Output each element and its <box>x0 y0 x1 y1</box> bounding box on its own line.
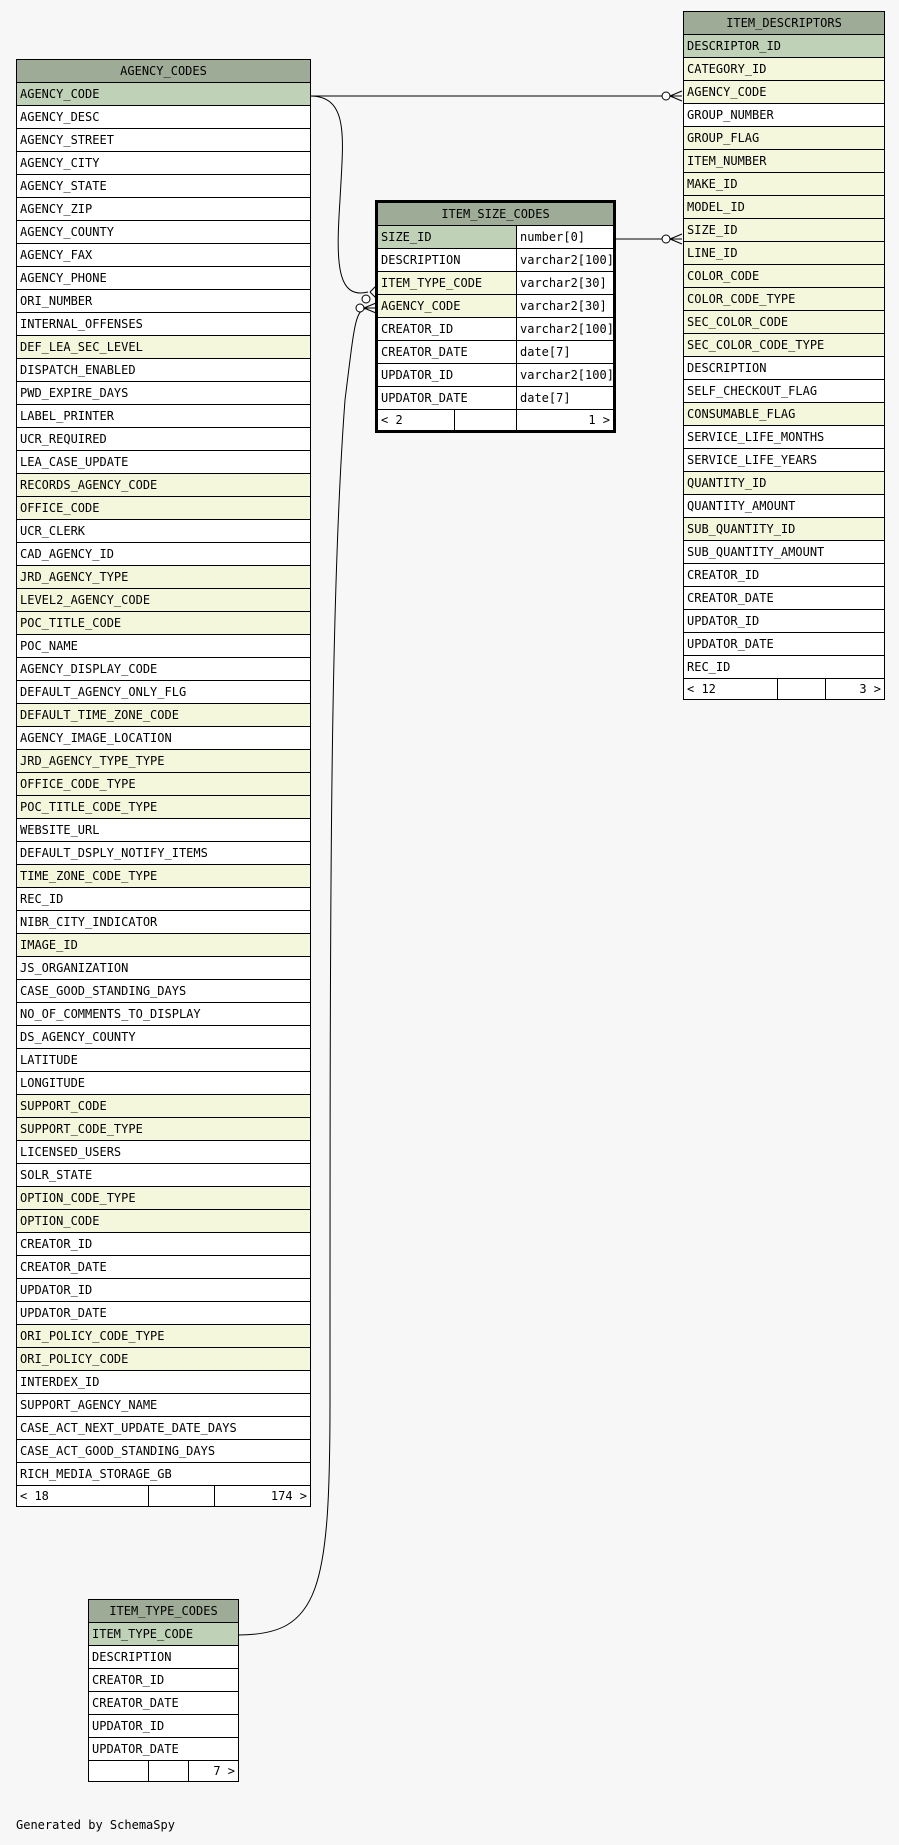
column-row[interactable] <box>17 106 311 129</box>
relation-crowsfoot-marker <box>670 234 682 244</box>
column-name: OPTION_CODE_TYPE <box>17 1187 311 1210</box>
column-name: RICH_MEDIA_STORAGE_GB <box>17 1463 311 1486</box>
column-name: CREATOR_DATE <box>17 1256 311 1279</box>
column-name: SUPPORT_CODE <box>17 1095 311 1118</box>
relation-optional-marker <box>356 304 364 312</box>
column-name: AGENCY_CITY <box>17 152 311 175</box>
column-name: POC_TITLE_CODE <box>17 612 311 635</box>
column-name: CREATOR_ID <box>377 318 517 341</box>
parents-count-link[interactable] <box>89 1761 149 1782</box>
column-name: QUANTITY_AMOUNT <box>684 495 885 518</box>
relation-optional-marker <box>662 92 670 100</box>
footer-spacer <box>149 1486 215 1507</box>
column-name: SUPPORT_AGENCY_NAME <box>17 1394 311 1417</box>
column-row[interactable] <box>377 295 615 318</box>
table-header-row <box>17 60 311 83</box>
column-name: LINE_ID <box>684 242 885 265</box>
column-type: date[7] <box>517 387 615 410</box>
column-type: number[0] <box>517 226 615 249</box>
column-row[interactable] <box>89 1646 239 1669</box>
column-row[interactable] <box>17 1072 311 1095</box>
column-name: CREATOR_ID <box>89 1669 239 1692</box>
column-name: LEA_CASE_UPDATE <box>17 451 311 474</box>
column-name: DEF_LEA_SEC_LEVEL <box>17 336 311 359</box>
column-name: OFFICE_CODE_TYPE <box>17 773 311 796</box>
column-name: CREATOR_ID <box>684 564 885 587</box>
column-row[interactable] <box>17 1187 311 1210</box>
column-row[interactable] <box>89 1692 239 1715</box>
column-row[interactable] <box>17 405 311 428</box>
column-name: UPDATOR_DATE <box>89 1738 239 1761</box>
column-row[interactable] <box>684 449 885 472</box>
footer-spacer <box>455 410 517 432</box>
relation-crowsfoot-marker <box>670 91 682 101</box>
column-name: UPDATOR_ID <box>17 1279 311 1302</box>
column-name: SOLR_STATE <box>17 1164 311 1187</box>
column-row[interactable] <box>684 173 885 196</box>
column-name: TIME_ZONE_CODE_TYPE <box>17 865 311 888</box>
column-row[interactable] <box>17 934 311 957</box>
column-name: DESCRIPTION <box>89 1646 239 1669</box>
column-row[interactable] <box>17 1302 311 1325</box>
column-row[interactable] <box>17 428 311 451</box>
primary-key-column-name: ITEM_TYPE_CODE <box>89 1623 239 1646</box>
column-row[interactable] <box>17 1279 311 1302</box>
column-name: UPDATOR_ID <box>684 610 885 633</box>
column-row[interactable] <box>17 336 311 359</box>
column-name: AGENCY_CODE <box>684 81 885 104</box>
column-name: DESCRIPTION <box>684 357 885 380</box>
column-row[interactable] <box>17 681 311 704</box>
column-row[interactable] <box>17 911 311 934</box>
column-row[interactable] <box>684 242 885 265</box>
column-row[interactable] <box>17 497 311 520</box>
column-row[interactable] <box>17 175 311 198</box>
column-name: POC_NAME <box>17 635 311 658</box>
column-row[interactable] <box>17 359 311 382</box>
column-row[interactable] <box>17 1348 311 1371</box>
column-row[interactable] <box>17 865 311 888</box>
column-name: ITEM_TYPE_CODE <box>377 272 517 295</box>
column-row[interactable] <box>377 341 615 364</box>
table-footer-row <box>377 410 615 432</box>
column-name: ORI_POLICY_CODE <box>17 1348 311 1371</box>
column-row[interactable] <box>684 288 885 311</box>
column-row[interactable] <box>17 221 311 244</box>
column-name: JRD_AGENCY_TYPE_TYPE <box>17 750 311 773</box>
table-footer-row <box>17 1486 311 1507</box>
column-name: UPDATOR_DATE <box>684 633 885 656</box>
column-type: varchar2[100] <box>517 249 615 272</box>
column-row[interactable] <box>17 1049 311 1072</box>
column-name: SEC_COLOR_CODE <box>684 311 885 334</box>
column-type: varchar2[100] <box>517 364 615 387</box>
column-name: SERVICE_LIFE_YEARS <box>684 449 885 472</box>
column-name: ORI_NUMBER <box>17 290 311 313</box>
column-name: OPTION_CODE <box>17 1210 311 1233</box>
column-row[interactable] <box>17 819 311 842</box>
table-title[interactable]: ITEM_SIZE_CODES <box>377 202 615 226</box>
column-name: REC_ID <box>17 888 311 911</box>
column-name: UPDATOR_ID <box>89 1715 239 1738</box>
column-row[interactable] <box>17 1210 311 1233</box>
column-name: AGENCY_IMAGE_LOCATION <box>17 727 311 750</box>
column-name: DEFAULT_TIME_ZONE_CODE <box>17 704 311 727</box>
column-name: CASE_ACT_GOOD_STANDING_DAYS <box>17 1440 311 1463</box>
column-name: ORI_POLICY_CODE_TYPE <box>17 1325 311 1348</box>
column-name: LEVEL2_AGENCY_CODE <box>17 589 311 612</box>
column-row[interactable] <box>17 313 311 336</box>
column-name: AGENCY_ZIP <box>17 198 311 221</box>
column-name: GROUP_FLAG <box>684 127 885 150</box>
column-name: ITEM_NUMBER <box>684 150 885 173</box>
column-name: AGENCY_PHONE <box>17 267 311 290</box>
column-name: CREATOR_ID <box>17 1233 311 1256</box>
table-title[interactable]: ITEM_DESCRIPTORS <box>684 12 885 35</box>
column-name: COLOR_CODE <box>684 265 885 288</box>
column-name: SIZE_ID <box>684 219 885 242</box>
column-name: AGENCY_STATE <box>17 175 311 198</box>
relation-optional-marker <box>362 295 370 303</box>
column-type: varchar2[30] <box>517 272 615 295</box>
column-name: REC_ID <box>684 656 885 679</box>
column-name: CREATOR_DATE <box>377 341 517 364</box>
column-name: AGENCY_DISPLAY_CODE <box>17 658 311 681</box>
relation-agency-to-item-size <box>310 96 368 293</box>
column-row[interactable] <box>684 58 885 81</box>
column-name: SUPPORT_CODE_TYPE <box>17 1118 311 1141</box>
column-row[interactable] <box>684 127 885 150</box>
column-name: INTERNAL_OFFENSES <box>17 313 311 336</box>
column-row[interactable] <box>17 1371 311 1394</box>
column-row[interactable] <box>17 382 311 405</box>
column-row[interactable] <box>89 1715 239 1738</box>
column-row[interactable] <box>684 541 885 564</box>
column-row[interactable] <box>684 472 885 495</box>
primary-key-column-name: SIZE_ID <box>377 226 517 249</box>
column-row[interactable] <box>17 566 311 589</box>
relation-optional-marker <box>662 235 670 243</box>
column-row[interactable] <box>17 1440 311 1463</box>
column-type: date[7] <box>517 341 615 364</box>
column-name: GROUP_NUMBER <box>684 104 885 127</box>
column-name: CREATOR_DATE <box>684 587 885 610</box>
column-row[interactable] <box>17 1141 311 1164</box>
column-name: AGENCY_CODE <box>377 295 517 318</box>
table-header-row <box>377 202 615 226</box>
column-row[interactable] <box>684 150 885 173</box>
column-name: SELF_CHECKOUT_FLAG <box>684 380 885 403</box>
column-row[interactable] <box>17 1095 311 1118</box>
table-title[interactable]: ITEM_TYPE_CODES <box>89 1600 239 1623</box>
table-item-type-codes[interactable] <box>88 1599 239 1782</box>
column-name: MODEL_ID <box>684 196 885 219</box>
column-row[interactable] <box>684 564 885 587</box>
column-name: SERVICE_LIFE_MONTHS <box>684 426 885 449</box>
column-row[interactable] <box>17 635 311 658</box>
children-count-link[interactable]: 1 > <box>517 410 615 432</box>
column-row[interactable] <box>684 357 885 380</box>
column-row[interactable] <box>684 656 885 679</box>
column-row[interactable] <box>684 219 885 242</box>
column-row[interactable] <box>17 1417 311 1440</box>
column-row[interactable] <box>17 474 311 497</box>
table-footer-row <box>89 1761 239 1782</box>
column-type: varchar2[30] <box>517 295 615 318</box>
column-name: SUB_QUANTITY_ID <box>684 518 885 541</box>
column-row[interactable] <box>684 495 885 518</box>
column-row[interactable] <box>684 587 885 610</box>
table-header-row <box>89 1600 239 1623</box>
column-row[interactable] <box>17 796 311 819</box>
column-row[interactable] <box>89 1623 239 1646</box>
column-row[interactable] <box>17 957 311 980</box>
column-name: COLOR_CODE_TYPE <box>684 288 885 311</box>
column-row[interactable] <box>684 81 885 104</box>
column-name: CONSUMABLE_FLAG <box>684 403 885 426</box>
parents-count-link[interactable]: < 12 <box>684 679 778 700</box>
column-name: UPDATOR_DATE <box>17 1302 311 1325</box>
column-name: CASE_ACT_NEXT_UPDATE_DATE_DAYS <box>17 1417 311 1440</box>
footer-spacer <box>778 679 826 700</box>
column-name: DESCRIPTION <box>377 249 517 272</box>
column-row[interactable] <box>377 318 615 341</box>
table-header-row <box>684 12 885 35</box>
column-row[interactable] <box>17 1003 311 1026</box>
column-row[interactable] <box>684 265 885 288</box>
parents-count-link[interactable]: < 18 <box>17 1486 149 1507</box>
column-row[interactable] <box>684 518 885 541</box>
children-count-link[interactable]: 3 > <box>826 679 885 700</box>
column-name: PWD_EXPIRE_DAYS <box>17 382 311 405</box>
column-name: AGENCY_STREET <box>17 129 311 152</box>
table-item-size-codes[interactable] <box>375 200 616 433</box>
column-name: AGENCY_DESC <box>17 106 311 129</box>
column-row[interactable] <box>17 842 311 865</box>
column-row[interactable] <box>17 152 311 175</box>
column-name: UCR_CLERK <box>17 520 311 543</box>
column-row[interactable] <box>684 311 885 334</box>
column-row[interactable] <box>377 226 615 249</box>
column-row[interactable] <box>17 1325 311 1348</box>
column-name: POC_TITLE_CODE_TYPE <box>17 796 311 819</box>
column-row[interactable] <box>377 249 615 272</box>
column-name: DEFAULT_DSPLY_NOTIFY_ITEMS <box>17 842 311 865</box>
column-row[interactable] <box>17 980 311 1003</box>
generated-by-label: Generated by SchemaSpy <box>16 1818 175 1832</box>
column-name: LONGITUDE <box>17 1072 311 1095</box>
column-name: SEC_COLOR_CODE_TYPE <box>684 334 885 357</box>
column-name: LICENSED_USERS <box>17 1141 311 1164</box>
column-row[interactable] <box>17 1233 311 1256</box>
column-name: DEFAULT_AGENCY_ONLY_FLG <box>17 681 311 704</box>
column-name: AGENCY_COUNTY <box>17 221 311 244</box>
column-name: MAKE_ID <box>684 173 885 196</box>
table-item-descriptors[interactable] <box>683 11 885 700</box>
column-name: CREATOR_DATE <box>89 1692 239 1715</box>
table-agency-codes[interactable] <box>16 59 311 1507</box>
column-name: RECORDS_AGENCY_CODE <box>17 474 311 497</box>
column-name: CAD_AGENCY_ID <box>17 543 311 566</box>
column-row[interactable] <box>17 244 311 267</box>
column-row[interactable] <box>684 334 885 357</box>
column-row[interactable] <box>377 272 615 295</box>
column-row[interactable] <box>684 35 885 58</box>
primary-key-column-name: DESCRIPTOR_ID <box>684 35 885 58</box>
column-name: LATITUDE <box>17 1049 311 1072</box>
column-name: OFFICE_CODE <box>17 497 311 520</box>
column-row[interactable] <box>17 612 311 635</box>
column-row[interactable] <box>17 129 311 152</box>
column-row[interactable] <box>17 1463 311 1486</box>
column-name: SUB_QUANTITY_AMOUNT <box>684 541 885 564</box>
column-name: UPDATOR_ID <box>377 364 517 387</box>
column-name: UCR_REQUIRED <box>17 428 311 451</box>
parents-count-link[interactable]: < 2 <box>377 410 455 432</box>
column-row[interactable] <box>377 364 615 387</box>
column-name: JRD_AGENCY_TYPE <box>17 566 311 589</box>
column-row[interactable] <box>17 543 311 566</box>
footer-spacer <box>149 1761 189 1782</box>
column-name: DS_AGENCY_COUNTY <box>17 1026 311 1049</box>
column-name: LABEL_PRINTER <box>17 405 311 428</box>
children-count-link[interactable]: 174 > <box>215 1486 311 1507</box>
column-row[interactable] <box>17 267 311 290</box>
children-count-link[interactable]: 7 > <box>189 1761 239 1782</box>
column-name: CASE_GOOD_STANDING_DAYS <box>17 980 311 1003</box>
column-row[interactable] <box>17 520 311 543</box>
column-row[interactable] <box>377 387 615 410</box>
column-name: DISPATCH_ENABLED <box>17 359 311 382</box>
column-row[interactable] <box>684 104 885 127</box>
column-row[interactable] <box>684 196 885 219</box>
column-row[interactable] <box>17 83 311 106</box>
column-row[interactable] <box>17 589 311 612</box>
column-row[interactable] <box>684 426 885 449</box>
column-row[interactable] <box>17 198 311 221</box>
column-row[interactable] <box>17 1118 311 1141</box>
column-name: CATEGORY_ID <box>684 58 885 81</box>
column-name: WEBSITE_URL <box>17 819 311 842</box>
column-row[interactable] <box>17 888 311 911</box>
column-name: UPDATOR_DATE <box>377 387 517 410</box>
table-footer-row <box>684 679 885 700</box>
column-row[interactable] <box>684 610 885 633</box>
column-name: AGENCY_FAX <box>17 244 311 267</box>
column-type: varchar2[100] <box>517 318 615 341</box>
column-row[interactable] <box>89 1738 239 1761</box>
column-row[interactable] <box>684 633 885 656</box>
column-row[interactable] <box>17 704 311 727</box>
column-row[interactable] <box>17 727 311 750</box>
column-name: NO_OF_COMMENTS_TO_DISPLAY <box>17 1003 311 1026</box>
table-title[interactable]: AGENCY_CODES <box>17 60 311 83</box>
column-row[interactable] <box>17 1164 311 1187</box>
column-name: JS_ORGANIZATION <box>17 957 311 980</box>
column-row[interactable] <box>684 403 885 426</box>
column-row[interactable] <box>17 750 311 773</box>
column-name: QUANTITY_ID <box>684 472 885 495</box>
column-name: NIBR_CITY_INDICATOR <box>17 911 311 934</box>
column-name: INTERDEX_ID <box>17 1371 311 1394</box>
column-row[interactable] <box>17 1256 311 1279</box>
column-row[interactable] <box>17 773 311 796</box>
column-row[interactable] <box>17 290 311 313</box>
column-row[interactable] <box>17 1394 311 1417</box>
primary-key-column-name: AGENCY_CODE <box>17 83 311 106</box>
column-name: IMAGE_ID <box>17 934 311 957</box>
column-row[interactable] <box>17 1026 311 1049</box>
column-row[interactable] <box>684 380 885 403</box>
column-row[interactable] <box>89 1669 239 1692</box>
column-row[interactable] <box>17 658 311 681</box>
column-row[interactable] <box>17 451 311 474</box>
